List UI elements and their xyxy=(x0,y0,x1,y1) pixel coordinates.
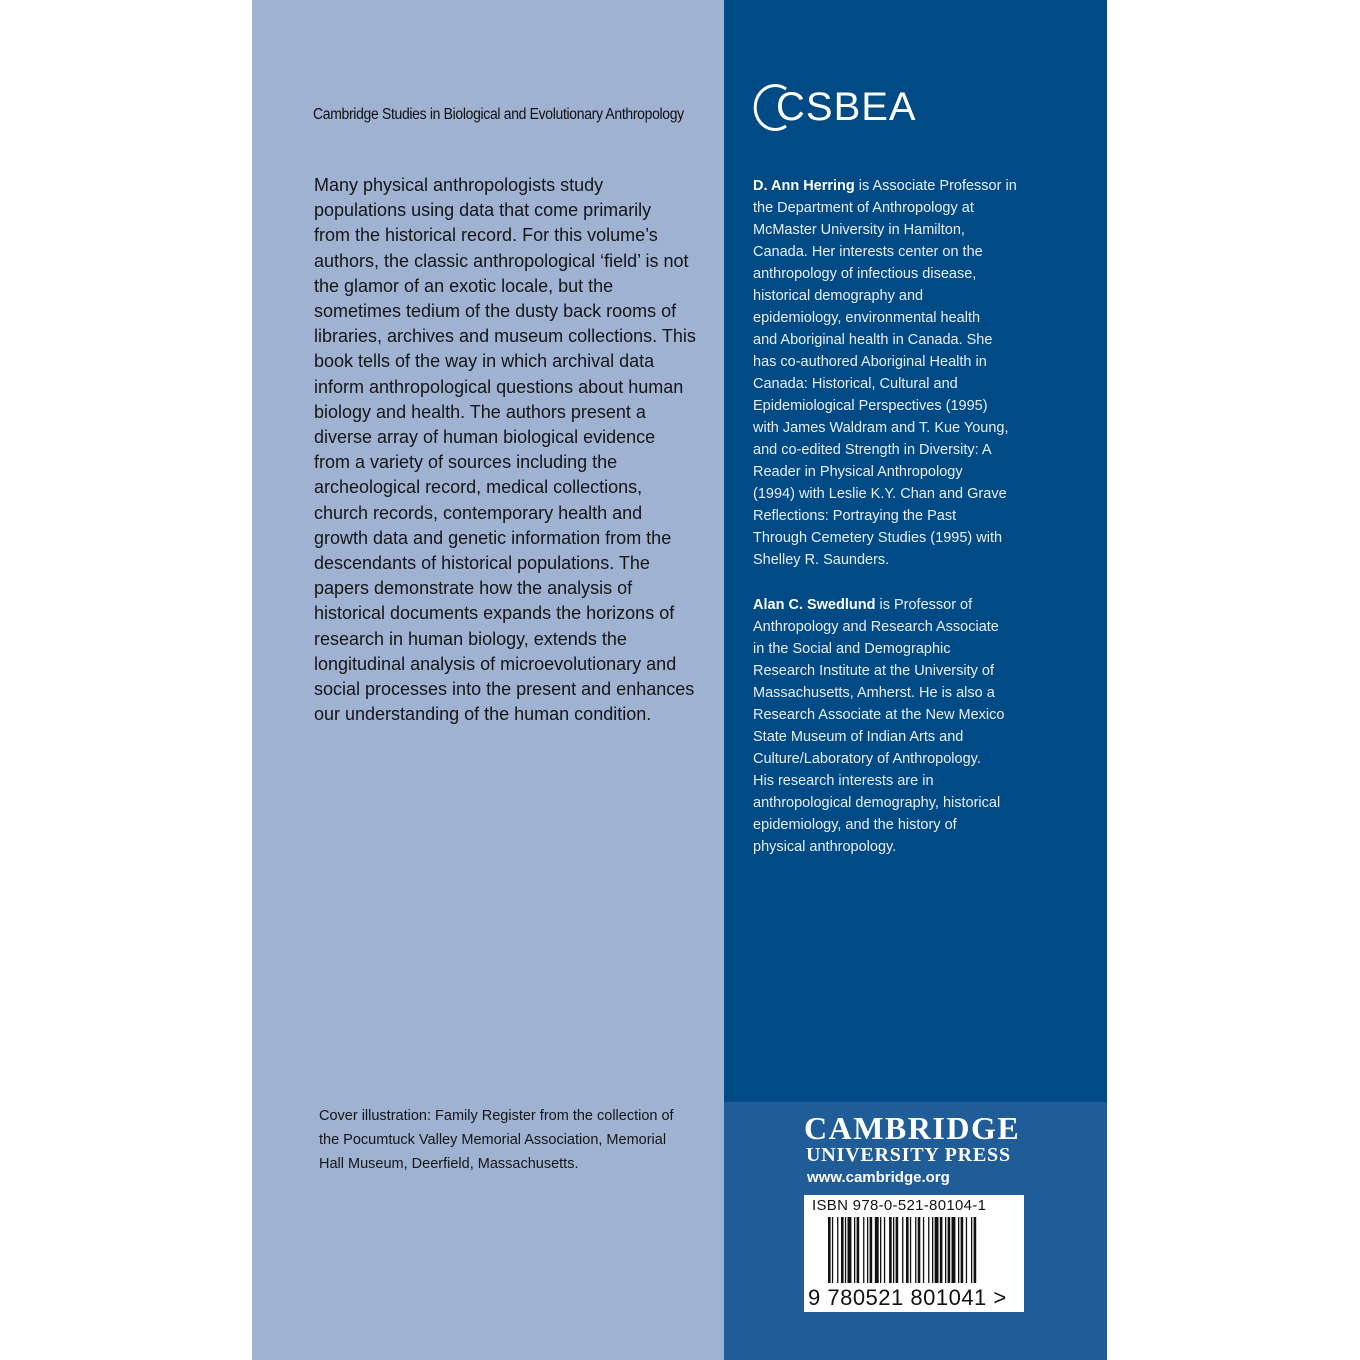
bio-herring-text: anthropology of infectious disease, xyxy=(753,266,977,282)
blurb-line: biology and health. The authors present a xyxy=(314,401,646,422)
blurb-line: historical documents expands the horizons of xyxy=(314,603,675,624)
blurb-line: Many physical anthropologists study xyxy=(314,175,604,195)
bio-herring-text: the Department of Anthropology at xyxy=(753,200,974,216)
barcode-bar xyxy=(870,1217,873,1283)
barcode-bar xyxy=(837,1217,838,1283)
blurb-line: church records, contemporary health and xyxy=(314,502,643,523)
bio-herring-text: with James Waldram and T. Kue Young, xyxy=(753,420,1009,436)
barcode-bar xyxy=(961,1217,964,1283)
barcode-bar xyxy=(974,1217,977,1283)
bio-herring-text: has co-authored Aboriginal Health in xyxy=(753,354,987,370)
bio-swedlund-text: Research Institute at the University of xyxy=(753,663,994,679)
barcode-bar xyxy=(958,1217,959,1283)
blurb-line: authors, the classic anthropological ‘field’ is not xyxy=(314,250,689,271)
barcode-bar xyxy=(848,1217,852,1283)
blurb-line: the glamor of an exotic locale, but the xyxy=(314,275,614,296)
bio-herring-text: historical demography and xyxy=(753,288,924,304)
barcode-bar xyxy=(945,1217,946,1283)
blurb-line: social processes into the present and enhances xyxy=(314,679,695,700)
barcode-bars xyxy=(804,1217,1024,1289)
bio-swedlund-text: epidemiology, and the history of xyxy=(753,817,957,833)
credit-line: the Pocumtuck Valley Memorial Association, Memorial xyxy=(319,1132,667,1148)
bio-herring-text: Epidemiological Perspectives (1995) xyxy=(753,398,988,414)
bio-herring-text: McMaster University in Hamilton, xyxy=(753,222,965,238)
bio-herring-text: Shelley R. Saunders. xyxy=(753,552,890,568)
publisher-block xyxy=(724,0,1107,1360)
barcode-bar xyxy=(915,1217,916,1283)
bio-herring-text: epidemiology, environmental health xyxy=(753,310,981,326)
blurb-line: our understanding of the human condition. xyxy=(314,704,652,725)
blurb-line: sometimes tedium of the dusty back rooms of xyxy=(314,301,677,322)
bio-herring-text: Canada: Historical, Cultural and xyxy=(753,376,958,392)
series-logo-text: CSBEA xyxy=(776,85,917,129)
bio-swedlund-text: in the Social and Demographic xyxy=(753,641,951,657)
barcode-bar xyxy=(884,1217,885,1283)
bio-herring-author-name: D. Ann Herring xyxy=(753,178,855,194)
series-title: Cambridge Studies in Biological and Evolutionary Anthropology xyxy=(313,106,684,123)
barcode-bar xyxy=(889,1217,892,1283)
bio-herring-text: and Aboriginal health in Canada. She xyxy=(753,332,993,348)
blurb-line: from the historical record. For this volume’s xyxy=(314,225,658,246)
barcode-bar xyxy=(841,1217,844,1283)
barcode-bar xyxy=(918,1217,921,1283)
barcode-bar xyxy=(880,1217,881,1283)
blurb-line: from a variety of sources including the xyxy=(314,452,618,473)
barcode-bar xyxy=(832,1217,833,1283)
barcode-bar xyxy=(875,1217,879,1283)
barcode-bar xyxy=(863,1217,864,1283)
bio-swedlund-text: physical anthropology. xyxy=(753,839,897,855)
blurb-line: diverse array of human biological evidence xyxy=(314,427,656,448)
blurb-line: archeological record, medical collections, xyxy=(314,477,643,498)
isbn-barcode xyxy=(804,1195,1024,1312)
bio-swedlund-text: State Museum of Indian Arts and xyxy=(753,729,964,745)
bio-swedlund-text: Anthropology and Research Associate xyxy=(753,619,999,635)
barcode-bar xyxy=(928,1217,929,1283)
publisher-url: www.cambridge.org xyxy=(807,1169,950,1186)
blurb-line: book tells of the way in which archival data xyxy=(314,351,655,372)
barcode-bar xyxy=(857,1217,860,1283)
barcode-bar xyxy=(940,1217,943,1283)
barcode-bar xyxy=(828,1217,831,1283)
barcode-bar xyxy=(948,1217,951,1283)
bio-herring-text: Canada. Her interests center on the xyxy=(753,244,983,260)
barcode-bar xyxy=(893,1217,894,1283)
blurb-line: growth data and genetic information from the xyxy=(314,527,672,548)
isbn-label: ISBN 978-0-521-80104-1 xyxy=(812,1197,987,1214)
credit-line: Hall Museum, Deerfield, Massachusetts. xyxy=(319,1156,579,1172)
barcode-bar xyxy=(923,1217,924,1283)
blurb-line: papers demonstrate how the analysis of xyxy=(314,578,633,599)
barcode-bar xyxy=(952,1217,956,1283)
barcode-bar xyxy=(966,1217,967,1283)
publisher-name: CAMBRIDGE xyxy=(804,1110,1021,1146)
blurb-line: inform anthropological questions about human xyxy=(314,376,684,397)
blurb-line: populations using data that come primarily xyxy=(314,200,652,221)
barcode-bar xyxy=(854,1217,855,1283)
bio-herring-text: Through Cemetery Studies (1995) with xyxy=(753,530,1003,546)
barcode-bar xyxy=(910,1217,911,1283)
left-panel xyxy=(252,0,724,1360)
bio-herring-text: Reflections: Portraying the Past xyxy=(753,508,957,524)
bio-swedlund-text: Massachusetts, Amherst. He is also a xyxy=(753,685,995,701)
bio-swedlund-text: Research Associate at the New Mexico xyxy=(753,707,1005,723)
blurb-line: descendants of historical populations. The xyxy=(314,553,650,574)
barcode-bar xyxy=(896,1217,899,1283)
credit-line: Cover illustration: Family Register from the collection of xyxy=(319,1108,674,1124)
blurb-line: libraries, archives and museum collections. This xyxy=(314,326,696,347)
barcode-bar xyxy=(971,1217,972,1283)
barcode-bar xyxy=(902,1217,903,1283)
book-back-cover xyxy=(252,0,1107,1360)
cover-credit xyxy=(319,1104,709,1176)
bio-swedlund-author-name: Alan C. Swedlund xyxy=(753,597,876,613)
bio-swedlund-text: His research interests are in xyxy=(753,773,934,789)
barcode-bar xyxy=(935,1217,939,1283)
bio-swedlund-text: Culture/Laboratory of Anthropology. xyxy=(753,751,981,767)
book-blurb xyxy=(314,173,714,727)
barcode-bar xyxy=(867,1217,868,1283)
blurb-line: longitudinal analysis of microevolutionary and xyxy=(314,653,677,674)
bio-herring-text: is Associate Professor in xyxy=(854,178,1017,194)
barcode-bar xyxy=(845,1217,846,1283)
bio-herring-text: (1994) with Leslie K.Y. Chan and Grave xyxy=(753,486,1007,502)
barcode-digits: 9 780521 801041 > xyxy=(808,1285,1007,1310)
barcode-bar xyxy=(906,1217,909,1283)
bio-herring-text: Reader in Physical Anthropology xyxy=(753,464,963,480)
bio-swedlund-text: anthropological demography, historical xyxy=(753,795,1001,811)
bio-herring-text: and co-edited Strength in Diversity: A xyxy=(753,442,992,458)
barcode-bar xyxy=(932,1217,933,1283)
blurb-line: research in human biology, extends the xyxy=(314,628,627,649)
publisher-press: UNIVERSITY PRESS xyxy=(806,1144,1011,1166)
bio-swedlund-text: is Professor of xyxy=(875,597,973,613)
